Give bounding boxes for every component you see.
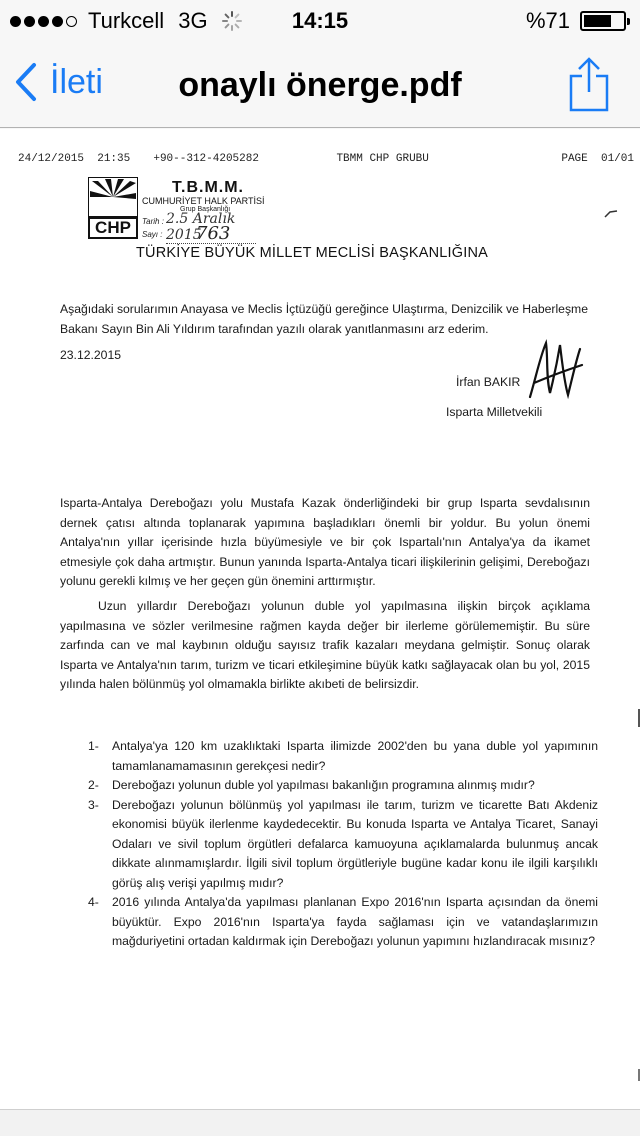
share-icon[interactable] [568, 56, 610, 112]
stamp-date-value: 2.5 Aralık 2015 [166, 211, 256, 244]
question-list [88, 737, 598, 952]
status-time: 14:15 [291, 8, 349, 33]
handwritten-signature [524, 337, 584, 409]
question-text: Antalya'ya 120 km uzaklıktaki Isparta ilimizde 2002'den bu yana duble yol yapımının tamamlanamamasının gerekçesi nedir? [112, 739, 598, 773]
stamp-org: T.B.M.M. [172, 179, 244, 196]
recipient-heading: TÜRKİYE BÜYÜK MİLLET MECLİSİ BAŞKANLIĞINA [136, 245, 489, 261]
stamp-date-label: Tarih : [142, 217, 164, 226]
pdf-document-page[interactable] [0, 129, 640, 1109]
question-item [88, 737, 598, 776]
stamp-party: CUMHURİYET HALK PARTİSİ [142, 196, 265, 206]
question-number: 1- [88, 739, 99, 753]
page-title: onaylı önerge.pdf [178, 66, 462, 104]
document-date: 23.12.2015 [60, 348, 121, 362]
signer-title: Isparta Milletvekili [446, 405, 543, 419]
question-item [88, 893, 598, 952]
fax-header [18, 153, 634, 165]
body-paragraph-1: Isparta-Antalya Dereboğazı yolu Mustafa Kazak önderliğindeki bir grup Isparta sevdalısının dernek çatısı altında toplanarak yapımına başladıkları önemli bir yoldur. Bu yolun önemi Antalya'nın yıllar içerisinde hızla büyümesiyle ve bir çok Ispartalı'nın Antalya'ya da ikamet etmesiyle çok daha artmıştır. Bunun yanında Isparta-Antalya ticari ilişkilerinin gelişimi, Dereboğazı yolunu gerekli kılmış ve her geçen gün önemini arttırmıştır. [60, 496, 590, 588]
network-type: 3G [178, 8, 208, 33]
stamp-group: Grup Başkanlığı [180, 206, 231, 213]
back-button-label: İleti [50, 62, 103, 101]
navigation-bar [0, 40, 640, 128]
viewer-background [0, 1109, 640, 1136]
fax-phone: +90--312-4205282 [153, 153, 259, 165]
fax-page: PAGE 01/01 [561, 153, 634, 165]
signer-name: İrfan BAKIR [456, 375, 521, 389]
body-paragraph-2: Uzun yıllardır Dereboğazı yolunun duble yol yapılmasına ilişkin birçok açıklama yapılmasına ve sözler verilmesine rağmen kayda değer bir ilerleme görülememiştir. Bu süre zarfında can ve mal kaybının olduğu sayısız trafik kazaları meydana gelmiştir. Sonuç olarak Isparta ve Antalya'nın tarım, turizm ve ticari etkileşimine büyük katkı sağlayacak olan bu yol, 2015 yılında halen bölünmüş yol olmamakla birlikte akıbeti de belirsizdir. [60, 599, 590, 691]
status-bar [0, 0, 640, 40]
question-number: 4- [88, 895, 99, 909]
question-text: Dereboğazı yolunun bölünmüş yol yapılması ile tarım, turizm ve ticarette Batı Akdeniz ekonomisi büyük ilerlenme kaydedecektir. Bu konuda Isparta ve Antalya Ticaret, Sanayi Odaları ve sivil toplum örgütleri defalarca kamuoyuna açıklamalarda bulunmuş ancak dikkate alınmamışlardır. İlgili sivil toplum örgütleriyle bugüne kadar konu ile ilgili karşılıklı görüş alış verişi yapılmış mıdır? [112, 797, 598, 890]
stamp-number-label: Sayı : [142, 230, 163, 239]
fax-sender: TBMM CHP GRUBU [336, 153, 429, 165]
margin-mark [604, 209, 618, 219]
carrier-name: Turkcell [88, 8, 165, 33]
chp-label: CHP [88, 217, 138, 239]
status-right [526, 8, 626, 34]
question-number: 2- [88, 778, 99, 792]
battery-percentage: %71 [525, 8, 570, 33]
fax-date-time: 24/12/2015 21:35 [18, 153, 131, 165]
battery-fill [584, 15, 611, 27]
intro-paragraph: Aşağıdaki sorularımın Anayasa ve Meclis İçtüzüğü gereğince Ulaştırma, Denizcilik ve Haberleşme Bakanı Sayın Bin Ali Yıldırım tarafından yazılı olarak yanıtlanmasını arz ederim. [60, 302, 588, 336]
chp-stamp [88, 177, 276, 243]
battery-icon [580, 11, 626, 31]
question-number: 3- [88, 797, 99, 812]
stamp-number-value: 763 [196, 223, 231, 244]
question-item [88, 796, 598, 894]
question-text: 2016 yılında Antalya'da yapılması planlanan Expo 2016'nın Isparta açısından da önemi büyüktür. Expo 2016'nın Isparta'ya fayda sağlaması için ve vatandaşlarımızın mağduriyetini ortadan kaldırmak için Dereboğazı yolunun yapımını hızlandıracak mısınız? [112, 895, 598, 948]
question-text: Dereboğazı yolunun duble yol yapılması bakanlığın programına alınmış mıdır? [112, 778, 535, 792]
question-item [88, 776, 598, 796]
